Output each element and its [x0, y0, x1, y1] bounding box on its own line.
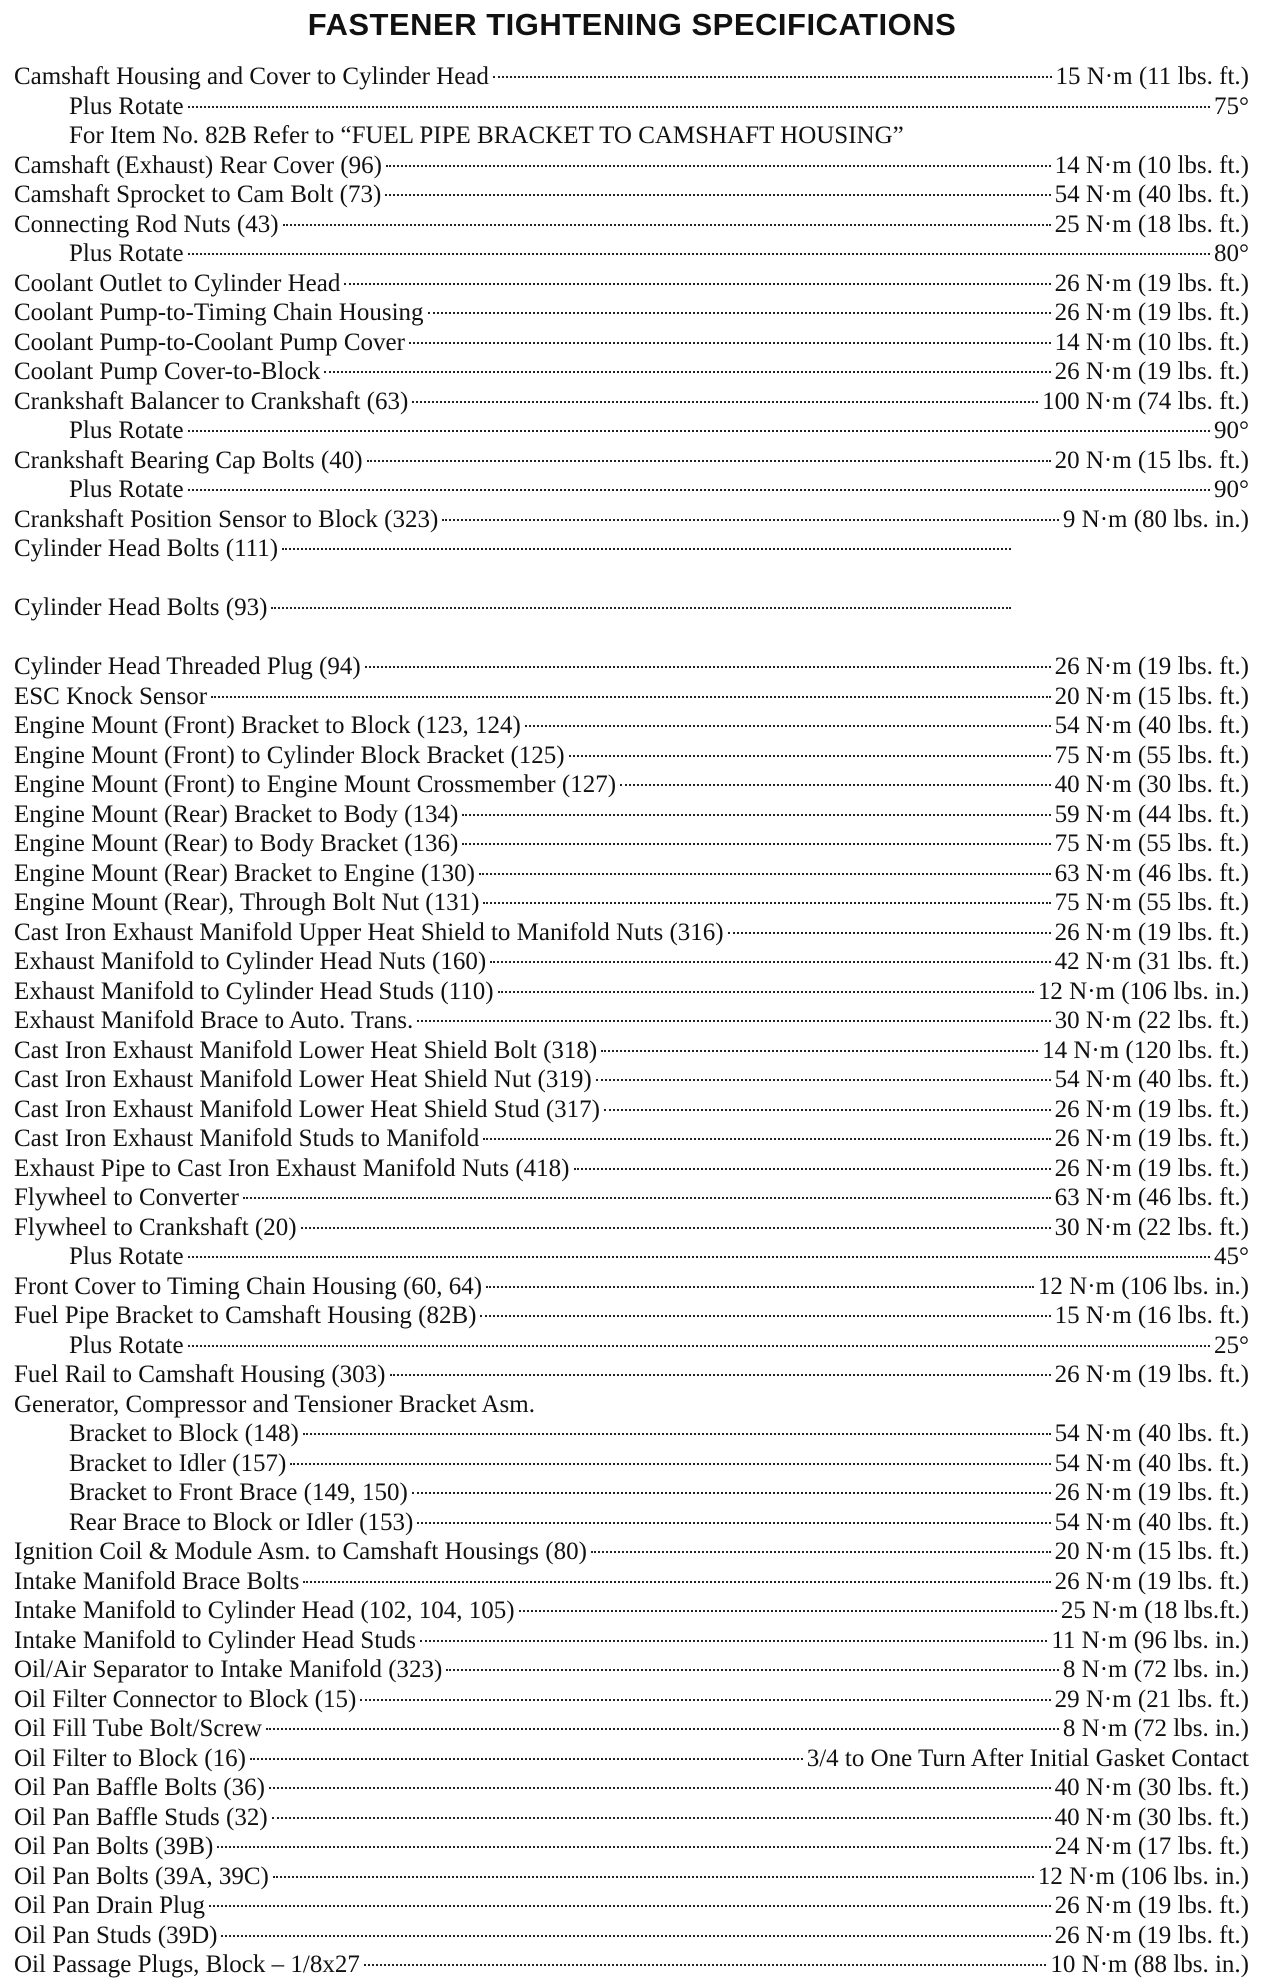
spec-value: 20 N·m (15 lbs. ft.): [1054, 682, 1249, 710]
dot-leader: [428, 312, 1051, 314]
spec-row: [14, 593, 1249, 623]
spec-row: [14, 1449, 1249, 1479]
spec-row: [14, 888, 1249, 918]
spec-value: 75 N·m (55 lbs. ft.): [1054, 830, 1249, 857]
spec-value: 30 N·m (22 lbs. ft.): [1054, 1007, 1249, 1034]
spec-row: [14, 328, 1249, 358]
spec-row: [14, 1242, 1249, 1272]
spec-value: 12 N·m (106 lbs. in.): [1037, 1862, 1249, 1890]
spec-label: Bracket to Block (148): [69, 1420, 299, 1447]
spec-row: [14, 1685, 1249, 1715]
spec-row: [14, 947, 1249, 977]
spec-label: Oil Passage Plugs, Block – 1/8x27: [14, 1951, 360, 1978]
spec-value: 20 N·m (15 lbs. ft.): [1054, 446, 1249, 474]
spec-row: [14, 1331, 1249, 1361]
dot-leader: [417, 1522, 1050, 1524]
spec-label: Engine Mount (Front) Bracket to Block (123, 124): [14, 712, 521, 739]
spec-label: Coolant Pump Cover-to-Block: [14, 358, 321, 385]
spec-label: Engine Mount (Rear) Bracket to Body (134): [14, 800, 459, 828]
dot-leader: [604, 1109, 1051, 1111]
spec-value: 29 N·m (21 lbs. ft.): [1054, 1685, 1249, 1713]
spec-row: [14, 1508, 1249, 1538]
spec-value: 54 N·m (40 lbs. ft.): [1054, 712, 1249, 739]
dot-leader: [269, 1787, 1051, 1789]
spec-value: 26 N·m (19 lbs. ft.): [1054, 653, 1249, 680]
dot-leader: [324, 371, 1050, 373]
spec-row: [14, 357, 1249, 387]
spec-row: [14, 180, 1249, 210]
spec-row: [14, 1773, 1249, 1803]
spec-value: 8 N·m (72 lbs. in.): [1062, 1656, 1249, 1683]
spec-row: [14, 1714, 1249, 1744]
spec-value: 9 N·m (80 lbs. in.): [1062, 505, 1249, 533]
spec-row: [14, 121, 1249, 151]
dot-leader: [519, 1610, 1057, 1612]
dot-leader: [217, 1846, 1050, 1848]
spec-row: [14, 1036, 1249, 1066]
dot-leader: [601, 1050, 1038, 1052]
dot-leader: [243, 1197, 1051, 1199]
page-title: FASTENER TIGHTENING SPECIFICATIONS: [307, 7, 957, 42]
spec-label: Engine Mount (Rear) to Body Bracket (136): [14, 830, 459, 857]
spec-value: 26 N·m (19 lbs. ft.): [1054, 358, 1249, 385]
spec-label: Intake Manifold to Cylinder Head Studs: [14, 1626, 417, 1654]
spec-value: 26 N·m (19 lbs. ft.): [1054, 1154, 1249, 1182]
spec-value: 10 N·m (88 lbs. in.): [1050, 1951, 1249, 1978]
dot-leader: [364, 1964, 1047, 1966]
spec-row: [14, 1655, 1249, 1685]
spec-label: Camshaft (Exhaust) Rear Cover (96): [14, 151, 382, 179]
spec-label: Plus Rotate: [69, 476, 184, 503]
dot-leader: [344, 283, 1050, 285]
spec-value: 26 N·m (19 lbs. ft.): [1054, 1567, 1249, 1595]
spec-label: ESC Knock Sensor: [14, 682, 208, 710]
spec-value: 26 N·m (19 lbs. ft.): [1054, 269, 1249, 297]
spec-row: [14, 239, 1249, 269]
dot-leader: [446, 1669, 1059, 1671]
dot-leader: [417, 1020, 1050, 1022]
spec-row: [14, 1095, 1249, 1125]
spec-row: [14, 505, 1249, 535]
spec-value: 26 N·m (19 lbs. ft.): [1054, 1921, 1249, 1949]
dot-leader: [462, 843, 1050, 845]
spec-label: Oil Pan Studs (39D): [14, 1921, 218, 1949]
spec-value: 42 N·m (31 lbs. ft.): [1054, 948, 1249, 975]
spec-row: [14, 918, 1249, 948]
spec-label: Generator, Compressor and Tensioner Bracket Asm.: [14, 1390, 535, 1418]
dot-leader: [303, 1581, 1050, 1583]
spec-row: [14, 1065, 1249, 1095]
spec-row: [14, 1950, 1249, 1980]
spec-label: Cast Iron Exhaust Manifold Lower Heat Shield Stud (317): [14, 1095, 601, 1123]
spec-label: Coolant Pump-to-Coolant Pump Cover: [14, 328, 405, 356]
spec-label: Coolant Pump-to-Timing Chain Housing: [14, 299, 424, 326]
dot-leader: [498, 991, 1034, 993]
spec-value: 63 N·m (46 lbs. ft.): [1054, 1184, 1249, 1211]
spec-label: Fuel Pipe Bracket to Camshaft Housing (82B): [14, 1302, 477, 1329]
spec-row: [14, 1124, 1249, 1154]
dot-leader: [462, 814, 1050, 816]
spec-row: [14, 1626, 1249, 1656]
dot-leader: [596, 1079, 1051, 1081]
spec-label: Engine Mount (Front) to Cylinder Block Bracket (125): [14, 741, 565, 769]
spec-label: Engine Mount (Front) to Engine Mount Crossmember (127): [14, 771, 617, 798]
spec-value: 26 N·m (19 lbs. ft.): [1054, 1479, 1249, 1506]
spec-value: 14 N·m (120 lbs. ft.): [1042, 1036, 1249, 1064]
spec-value: 25 N·m (18 lbs. ft.): [1054, 210, 1249, 238]
dot-leader: [483, 1138, 1050, 1140]
spec-list: [14, 62, 1249, 1980]
spec-label: Crankshaft Bearing Cap Bolts (40): [14, 446, 363, 474]
dot-leader: [569, 755, 1051, 757]
dot-leader: [728, 932, 1051, 934]
spec-row: [14, 1183, 1249, 1213]
spec-value: 12 N·m (106 lbs. in.): [1037, 977, 1249, 1005]
spec-value: 15 N·m (16 lbs. ft.): [1054, 1302, 1249, 1329]
dot-leader: [271, 607, 1011, 609]
spec-row: [14, 298, 1249, 328]
spec-label: Oil/Air Separator to Intake Manifold (323): [14, 1656, 443, 1683]
spec-row: [14, 416, 1249, 446]
spec-value: 40 N·m (30 lbs. ft.): [1054, 1803, 1249, 1831]
spec-label: Engine Mount (Rear) Bracket to Engine (130): [14, 859, 475, 887]
spec-row: [14, 770, 1249, 800]
spec-label: Cast Iron Exhaust Manifold Upper Heat Shield to Manifold Nuts (316): [14, 918, 724, 946]
spec-value: 54 N·m (40 lbs. ft.): [1054, 1420, 1249, 1447]
spec-value: 63 N·m (46 lbs. ft.): [1054, 859, 1249, 887]
spec-label: Plus Rotate: [69, 92, 184, 120]
dot-leader: [250, 1758, 803, 1760]
spec-row: [14, 1213, 1249, 1243]
dot-leader: [188, 1345, 1210, 1347]
dot-leader: [525, 725, 1051, 727]
spec-value: 54 N·m (40 lbs. ft.): [1054, 1066, 1249, 1093]
spec-label: Coolant Outlet to Cylinder Head: [14, 269, 341, 297]
spec-row: [14, 1537, 1249, 1567]
spec-value: 25°: [1214, 1331, 1249, 1359]
spec-value: 59 N·m (44 lbs. ft.): [1054, 800, 1249, 828]
spec-row: [14, 534, 1249, 564]
dot-leader: [409, 342, 1051, 344]
dot-leader: [486, 1286, 1034, 1288]
spec-label: Front Cover to Timing Chain Housing (60, 64): [14, 1272, 483, 1300]
spec-label: Camshaft Sprocket to Cam Bolt (73): [14, 181, 382, 208]
spec-label: Cast Iron Exhaust Manifold Studs to Manifold: [14, 1125, 480, 1152]
spec-label: Exhaust Manifold to Cylinder Head Nuts (160): [14, 948, 487, 975]
dot-leader: [490, 961, 1050, 963]
dot-leader: [420, 1640, 1047, 1642]
dot-leader: [574, 1168, 1051, 1170]
dot-leader: [367, 460, 1051, 462]
spec-row: [14, 1921, 1249, 1951]
spec-row: [14, 1567, 1249, 1597]
dot-leader: [209, 1905, 1051, 1907]
dot-leader: [301, 1227, 1051, 1229]
dot-leader: [390, 1374, 1051, 1376]
dot-leader: [303, 1433, 1051, 1435]
dot-leader: [360, 1699, 1050, 1701]
dot-leader: [620, 784, 1051, 786]
spec-value: 90°: [1214, 417, 1249, 444]
spec-label: Exhaust Manifold to Cylinder Head Studs (110): [14, 977, 494, 1005]
dot-leader: [188, 489, 1210, 491]
spec-row: [14, 1803, 1249, 1833]
spec-label: For Item No. 82B Refer to “FUEL PIPE BRACKET TO CAMSHAFT HOUSING”: [69, 122, 904, 149]
dot-leader: [412, 401, 1038, 403]
spec-row: [14, 92, 1249, 122]
spec-value: 24 N·m (17 lbs. ft.): [1054, 1833, 1249, 1860]
dot-leader: [211, 696, 1051, 698]
spec-row: [14, 151, 1249, 181]
spec-value: 75°: [1214, 92, 1249, 120]
dot-leader: [272, 1817, 1051, 1819]
spec-row: [14, 977, 1249, 1007]
spec-label: Bracket to Idler (157): [69, 1449, 287, 1477]
dot-leader: [188, 1256, 1210, 1258]
spec-label: Plus Rotate: [69, 417, 184, 444]
dot-leader: [365, 666, 1051, 668]
spec-value: 12 N·m (106 lbs. in.): [1037, 1272, 1249, 1300]
spec-label: Rear Brace to Block or Idler (153): [69, 1508, 414, 1536]
spec-value: 40 N·m (30 lbs. ft.): [1054, 771, 1249, 798]
spec-row: [14, 1478, 1249, 1508]
spec-label: Camshaft Housing and Cover to Cylinder Head: [14, 63, 489, 90]
spec-label: Oil Pan Drain Plug: [14, 1892, 205, 1919]
spec-row: [14, 1744, 1249, 1774]
spec-value: 20 N·m (15 lbs. ft.): [1054, 1538, 1249, 1565]
spec-row: [14, 800, 1249, 830]
spec-value: 14 N·m (10 lbs. ft.): [1054, 328, 1249, 356]
dot-leader: [188, 430, 1210, 432]
spec-row: [14, 210, 1249, 240]
spec-value: 25 N·m (18 lbs.ft.): [1060, 1597, 1249, 1624]
spec-row: [14, 1390, 1249, 1420]
spec-label: Connecting Rod Nuts (43): [14, 210, 279, 238]
spec-label: Oil Pan Baffle Bolts (36): [14, 1774, 265, 1801]
spec-label: Cylinder Head Bolts (111): [14, 535, 279, 562]
spec-label: Intake Manifold to Cylinder Head (102, 104, 105): [14, 1597, 515, 1624]
spec-label: Engine Mount (Rear), Through Bolt Nut (131): [14, 889, 480, 916]
spec-value: 54 N·m (40 lbs. ft.): [1054, 1449, 1249, 1477]
spec-row: [14, 652, 1249, 682]
dot-leader: [188, 106, 1210, 108]
spec-row: [14, 475, 1249, 505]
spec-row: [14, 1832, 1249, 1862]
spec-value: 26 N·m (19 lbs. ft.): [1054, 299, 1249, 326]
spec-row: [14, 1301, 1249, 1331]
spec-label: Cast Iron Exhaust Manifold Lower Heat Shield Nut (319): [14, 1066, 592, 1093]
spec-label: Oil Pan Baffle Studs (32): [14, 1803, 268, 1831]
spec-label: Cylinder Head Threaded Plug (94): [14, 653, 361, 680]
spec-label: Cylinder Head Bolts (93): [14, 594, 268, 621]
spec-label: Oil Filter Connector to Block (15): [14, 1685, 357, 1713]
spec-row: [14, 859, 1249, 889]
spec-label: Exhaust Pipe to Cast Iron Exhaust Manifold Nuts (418): [14, 1154, 570, 1182]
spec-label: Flywheel to Converter: [14, 1184, 239, 1211]
dot-leader: [442, 519, 1059, 521]
spec-row: [14, 1891, 1249, 1921]
spec-value: 80°: [1214, 240, 1249, 267]
spec-value: 8 N·m (72 lbs. in.): [1062, 1715, 1249, 1742]
spec-value: 54 N·m (40 lbs. ft.): [1054, 181, 1249, 208]
dot-leader: [493, 76, 1052, 78]
spec-value: 26 N·m (19 lbs. ft.): [1054, 1095, 1249, 1123]
spec-value: 75 N·m (55 lbs. ft.): [1054, 741, 1249, 769]
spec-row: [14, 62, 1249, 92]
spec-row: [14, 711, 1249, 741]
dot-leader: [188, 253, 1210, 255]
spec-label: Oil Filter to Block (16): [14, 1744, 246, 1772]
spec-value: 75 N·m (55 lbs. ft.): [1054, 889, 1249, 916]
spec-value: 45°: [1214, 1243, 1249, 1270]
spec-label: Flywheel to Crankshaft (20): [14, 1213, 297, 1241]
spec-row: [14, 1272, 1249, 1302]
spec-label: Bracket to Front Brace (149, 150): [69, 1479, 408, 1506]
spec-label: Intake Manifold Brace Bolts: [14, 1567, 300, 1595]
spec-row: [14, 1419, 1249, 1449]
spec-label: Plus Rotate: [69, 1243, 184, 1270]
spec-value: 90°: [1214, 476, 1249, 503]
spec-label: Crankshaft Balancer to Crankshaft (63): [14, 387, 409, 415]
spec-label: Ignition Coil & Module Asm. to Camshaft Housings (80): [14, 1538, 587, 1565]
spec-row: [14, 269, 1249, 299]
spec-value: 14 N·m (10 lbs. ft.): [1054, 151, 1249, 179]
spec-value: 40 N·m (30 lbs. ft.): [1054, 1774, 1249, 1801]
spec-row: [14, 446, 1249, 476]
dot-leader: [480, 1315, 1050, 1317]
spec-value: 26 N·m (19 lbs. ft.): [1054, 1125, 1249, 1152]
spec-value: 3/4 to One Turn After Initial Gasket Contact: [806, 1744, 1249, 1772]
spec-label: Oil Pan Bolts (39A, 39C): [14, 1862, 269, 1890]
dot-leader: [483, 902, 1050, 904]
dot-leader: [282, 548, 1011, 550]
dot-leader: [591, 1551, 1051, 1553]
spec-value: 26 N·m (19 lbs. ft.): [1054, 918, 1249, 946]
dot-leader: [283, 224, 1051, 226]
dot-leader: [266, 1728, 1059, 1730]
dot-leader: [385, 194, 1050, 196]
spec-row: [14, 1596, 1249, 1626]
spec-label: Oil Fill Tube Bolt/Screw: [14, 1715, 262, 1742]
spec-label: Cast Iron Exhaust Manifold Lower Heat Shield Bolt (318): [14, 1036, 598, 1064]
spec-row: [14, 1154, 1249, 1184]
spec-row: [14, 1360, 1249, 1390]
spec-value: 26 N·m (19 lbs. ft.): [1054, 1361, 1249, 1388]
spec-value: 54 N·m (40 lbs. ft.): [1054, 1508, 1249, 1536]
spec-row: [14, 741, 1249, 771]
dot-leader: [412, 1492, 1051, 1494]
dot-leader: [290, 1463, 1050, 1465]
dot-leader: [386, 165, 1051, 167]
spec-row: [14, 1006, 1249, 1036]
spec-row: [14, 1862, 1249, 1892]
spec-value: 30 N·m (22 lbs. ft.): [1054, 1213, 1249, 1241]
spec-row: [14, 829, 1249, 859]
spec-label: Plus Rotate: [69, 240, 184, 267]
spec-value: 15 N·m (11 lbs. ft.): [1055, 63, 1249, 90]
spec-value: 11 N·m (96 lbs. in.): [1051, 1626, 1249, 1654]
spec-label: Crankshaft Position Sensor to Block (323): [14, 505, 439, 533]
spec-label: Fuel Rail to Camshaft Housing (303): [14, 1361, 386, 1388]
spec-row: [14, 682, 1249, 712]
spec-label: Plus Rotate: [69, 1331, 184, 1359]
dot-leader: [273, 1876, 1034, 1878]
spec-value: 100 N·m (74 lbs. ft.): [1042, 387, 1249, 415]
spec-value: 26 N·m (19 lbs. ft.): [1054, 1892, 1249, 1919]
dot-leader: [479, 873, 1051, 875]
dot-leader: [221, 1935, 1050, 1937]
spec-row: [14, 387, 1249, 417]
spec-label: Exhaust Manifold Brace to Auto. Trans.: [14, 1007, 414, 1034]
spec-label: Oil Pan Bolts (39B): [14, 1833, 214, 1860]
